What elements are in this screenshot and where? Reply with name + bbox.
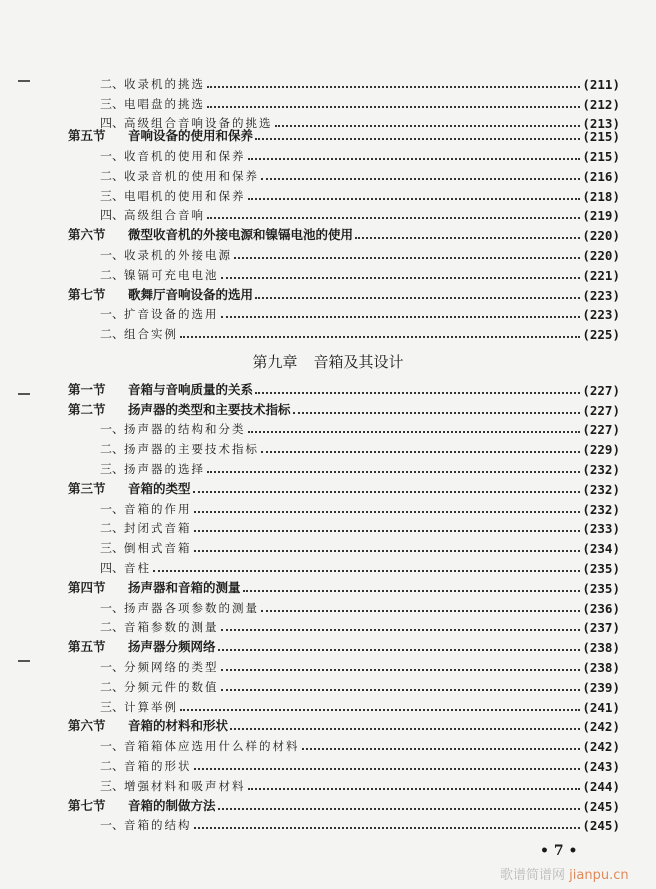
toc-item-entry	[68, 675, 620, 695]
toc-section-entry	[68, 715, 620, 735]
entry-title: 收录音机的使用和保养	[124, 168, 260, 183]
entry-page: (227)	[582, 402, 620, 418]
toc-item-entry	[68, 695, 620, 715]
toc-item-entry	[68, 774, 620, 794]
toc-item-entry	[68, 754, 620, 774]
entry-title: 电唱盘的挑选	[124, 96, 206, 111]
entry-number: 二、	[100, 758, 125, 773]
entry-page: (220)	[582, 228, 620, 244]
dot-leader	[261, 451, 580, 453]
toc-item-entry	[68, 72, 620, 92]
entry-title: 歌舞厅音响设备的选用	[128, 286, 254, 302]
entry-number: 二、	[100, 620, 125, 635]
entry-title: 扬声器的结构和分类	[124, 422, 246, 437]
entry-title: 分频元件的数值	[124, 679, 219, 694]
entry-title: 组合实例	[124, 327, 179, 342]
entry-number: 三、	[100, 188, 125, 203]
entry-page: (237)	[582, 620, 620, 636]
dot-leader	[261, 178, 580, 180]
scan-mark	[18, 660, 30, 662]
entry-page: (235)	[582, 560, 620, 576]
toc-item-entry	[68, 497, 620, 517]
entry-title: 扬声器的选择	[124, 461, 206, 476]
entry-page: (244)	[582, 778, 620, 794]
entry-number: 三、	[100, 541, 125, 556]
entry-number: 第五节	[68, 639, 106, 655]
entry-number: 一、	[100, 659, 125, 674]
dot-leader	[194, 530, 581, 532]
entry-title: 扩音设备的选用	[124, 307, 219, 322]
entry-page: (215)	[582, 148, 620, 164]
entry-page: (232)	[582, 461, 620, 477]
entry-page: (245)	[582, 798, 620, 814]
entry-page: (213)	[582, 116, 620, 132]
watermark	[500, 864, 629, 883]
entry-title: 音箱箱体应选用什么样的材料	[124, 739, 300, 754]
dot-leader	[221, 669, 581, 671]
dot-leader	[248, 198, 581, 200]
entry-title: 音箱参数的测量	[124, 620, 219, 635]
toc-section-entry	[68, 576, 620, 596]
dot-leader	[221, 689, 581, 691]
dot-leader	[153, 570, 580, 572]
chapter-heading	[0, 351, 656, 372]
entry-page: (234)	[582, 541, 620, 557]
toc-item-entry	[68, 517, 620, 537]
entry-title: 音箱与音响质量的关系	[128, 381, 254, 397]
dot-leader	[180, 709, 580, 711]
toc-item-entry	[68, 243, 620, 263]
entry-title: 音箱的作用	[124, 501, 192, 516]
entry-page: (238)	[582, 659, 620, 675]
entry-number: 第六节	[68, 718, 106, 734]
dot-leader	[207, 106, 580, 108]
toc-item-entry	[68, 164, 620, 184]
entry-number: 三、	[100, 96, 125, 111]
chapter-title: 音箱及其设计	[313, 353, 404, 371]
dot-leader	[261, 610, 580, 612]
entry-title: 倒相式音箱	[124, 541, 192, 556]
dot-leader	[221, 277, 581, 279]
entry-page: (219)	[582, 208, 620, 224]
entry-title: 高级组合音响	[124, 208, 206, 223]
toc-section-entry	[68, 223, 620, 243]
entry-page: (245)	[582, 818, 620, 834]
entry-title: 扬声器分频网络	[128, 639, 216, 655]
entry-number: 二、	[100, 521, 125, 536]
entry-number: 第七节	[68, 797, 106, 813]
entry-number: 三、	[100, 699, 125, 714]
dot-leader	[218, 649, 581, 651]
entry-number: 四、	[100, 560, 125, 575]
dot-leader	[194, 827, 581, 829]
dot-leader	[194, 511, 581, 513]
entry-page: (239)	[582, 679, 620, 695]
entry-number: 一、	[100, 307, 125, 322]
toc-item-entry	[68, 144, 620, 164]
scan-mark	[18, 80, 30, 82]
dot-leader	[248, 788, 581, 790]
toc-section-entry	[68, 635, 620, 655]
entry-page: (242)	[582, 739, 620, 755]
entry-page: (212)	[582, 96, 620, 112]
entry-number: 一、	[100, 739, 125, 754]
page-number: • 7 •	[540, 843, 578, 859]
toc-item-entry	[68, 322, 620, 342]
dot-leader	[221, 629, 581, 631]
dot-leader	[194, 768, 581, 770]
entry-page: (227)	[582, 422, 620, 438]
entry-number: 一、	[100, 501, 125, 516]
entry-title: 微型收音机的外接电源和镍镉电池的使用	[128, 227, 354, 243]
entry-number: 第六节	[68, 227, 106, 243]
toc-item-entry	[68, 814, 620, 834]
dot-leader	[255, 297, 580, 299]
entry-number: 第一节	[68, 381, 106, 397]
toc-item-entry	[68, 556, 620, 576]
dot-leader	[180, 336, 580, 338]
toc-item-entry	[68, 437, 620, 457]
entry-page: (242)	[582, 719, 620, 735]
toc-section-entry	[68, 477, 620, 497]
entry-page: (215)	[582, 129, 620, 145]
entry-title: 音箱的制做方法	[128, 797, 216, 813]
entry-number: 四、	[100, 208, 125, 223]
entry-number: 二、	[100, 327, 125, 342]
entry-title: 分频网络的类型	[124, 659, 219, 674]
entry-number: 二、	[100, 168, 125, 183]
entry-number: 一、	[100, 600, 125, 615]
toc-item-entry	[68, 734, 620, 754]
entry-number: 一、	[100, 247, 125, 262]
entry-title: 电唱机的使用和保养	[124, 188, 246, 203]
watermark-latin: jianpu.cn	[569, 868, 629, 883]
entry-title: 扬声器各项参数的测量	[124, 600, 260, 615]
entry-page: (232)	[582, 501, 620, 517]
entry-page: (211)	[582, 76, 620, 92]
dot-leader	[255, 392, 580, 394]
toc-list-top	[68, 72, 620, 342]
dot-leader	[221, 316, 581, 318]
entry-title: 封闭式音箱	[124, 521, 192, 536]
entry-page: (241)	[582, 699, 620, 715]
toc-section-entry	[68, 283, 620, 303]
entry-number: 三、	[100, 461, 125, 476]
toc-list-bottom	[68, 378, 620, 833]
toc-section-entry	[68, 378, 620, 398]
entry-title: 计算举例	[124, 699, 179, 714]
entry-number: 二、	[100, 267, 125, 282]
entry-page: (243)	[582, 758, 620, 774]
entry-number: 二、	[100, 76, 125, 91]
entry-page: (238)	[582, 640, 620, 656]
dot-leader	[194, 550, 581, 552]
entry-page: (235)	[582, 580, 620, 596]
entry-number: 二、	[100, 442, 125, 457]
dot-leader	[207, 471, 580, 473]
entry-title: 镍镉可充电电池	[124, 267, 219, 282]
entry-page: (218)	[582, 188, 620, 204]
dot-leader	[355, 237, 580, 239]
entry-number: 二、	[100, 679, 125, 694]
entry-title: 高级组合音响设备的挑选	[124, 116, 273, 131]
dot-leader	[302, 748, 581, 750]
entry-title: 收音机的使用和保养	[124, 148, 246, 163]
entry-page: (225)	[582, 327, 620, 343]
dot-leader	[248, 431, 581, 433]
toc-item-entry	[68, 616, 620, 636]
entry-page: (232)	[582, 481, 620, 497]
entry-title: 音响设备的使用和保养	[128, 128, 254, 144]
entry-page: (216)	[582, 168, 620, 184]
entry-number: 一、	[100, 422, 125, 437]
entry-number: 第五节	[68, 128, 106, 144]
entry-title: 音柱	[124, 560, 152, 575]
entry-title: 收录机的外接电源	[124, 247, 233, 262]
entry-number: 第三节	[68, 480, 106, 496]
entry-page: (221)	[582, 267, 620, 283]
toc-section-entry	[68, 794, 620, 814]
entry-number: 第二节	[68, 401, 106, 417]
dot-leader	[248, 158, 581, 160]
toc-item-entry	[68, 536, 620, 556]
entry-title: 音箱的结构	[124, 818, 192, 833]
dot-leader	[243, 590, 581, 592]
entry-title: 收录机的挑选	[124, 76, 206, 91]
entry-title: 音箱的形状	[124, 758, 192, 773]
toc-item-entry	[68, 204, 620, 224]
scan-mark	[18, 393, 30, 395]
entry-title: 音箱的材料和形状	[128, 718, 229, 734]
dot-leader	[207, 217, 580, 219]
entry-title: 扬声器的主要技术指标	[124, 442, 260, 457]
entry-page: (220)	[582, 247, 620, 263]
entry-title: 扬声器和音箱的测量	[128, 579, 241, 595]
entry-page: (223)	[582, 307, 620, 323]
entry-number: 三、	[100, 778, 125, 793]
dot-leader	[293, 412, 581, 414]
entry-number: 第七节	[68, 286, 106, 302]
entry-page: (229)	[582, 442, 620, 458]
dot-leader	[275, 125, 581, 127]
toc-item-entry	[68, 457, 620, 477]
entry-title: 增强材料和吸声材料	[124, 778, 246, 793]
toc-section-entry	[68, 398, 620, 418]
entry-page: (227)	[582, 382, 620, 398]
toc-item-entry	[68, 655, 620, 675]
toc-item-entry	[68, 184, 620, 204]
toc-item-entry	[68, 418, 620, 438]
dot-leader	[234, 257, 580, 259]
dot-leader	[230, 728, 580, 730]
toc-item-entry	[68, 303, 620, 323]
entry-page: (233)	[582, 521, 620, 537]
entry-title: 扬声器的类型和主要技术指标	[128, 401, 291, 417]
dot-leader	[207, 86, 580, 88]
toc-item-entry	[68, 263, 620, 283]
entry-page: (236)	[582, 600, 620, 616]
entry-title: 音箱的类型	[128, 480, 191, 496]
entry-number: 四、	[100, 116, 125, 131]
dot-leader	[255, 138, 580, 140]
toc-item-entry	[68, 92, 620, 112]
toc-item-entry	[68, 596, 620, 616]
watermark-cn: 歌谱简谱网	[500, 868, 566, 883]
entry-page: (223)	[582, 287, 620, 303]
dot-leader	[193, 491, 581, 493]
entry-number: 第四节	[68, 579, 106, 595]
entry-number: 一、	[100, 148, 125, 163]
chapter-number: 第九章	[252, 353, 298, 371]
dot-leader	[218, 808, 581, 810]
entry-number: 一、	[100, 818, 125, 833]
